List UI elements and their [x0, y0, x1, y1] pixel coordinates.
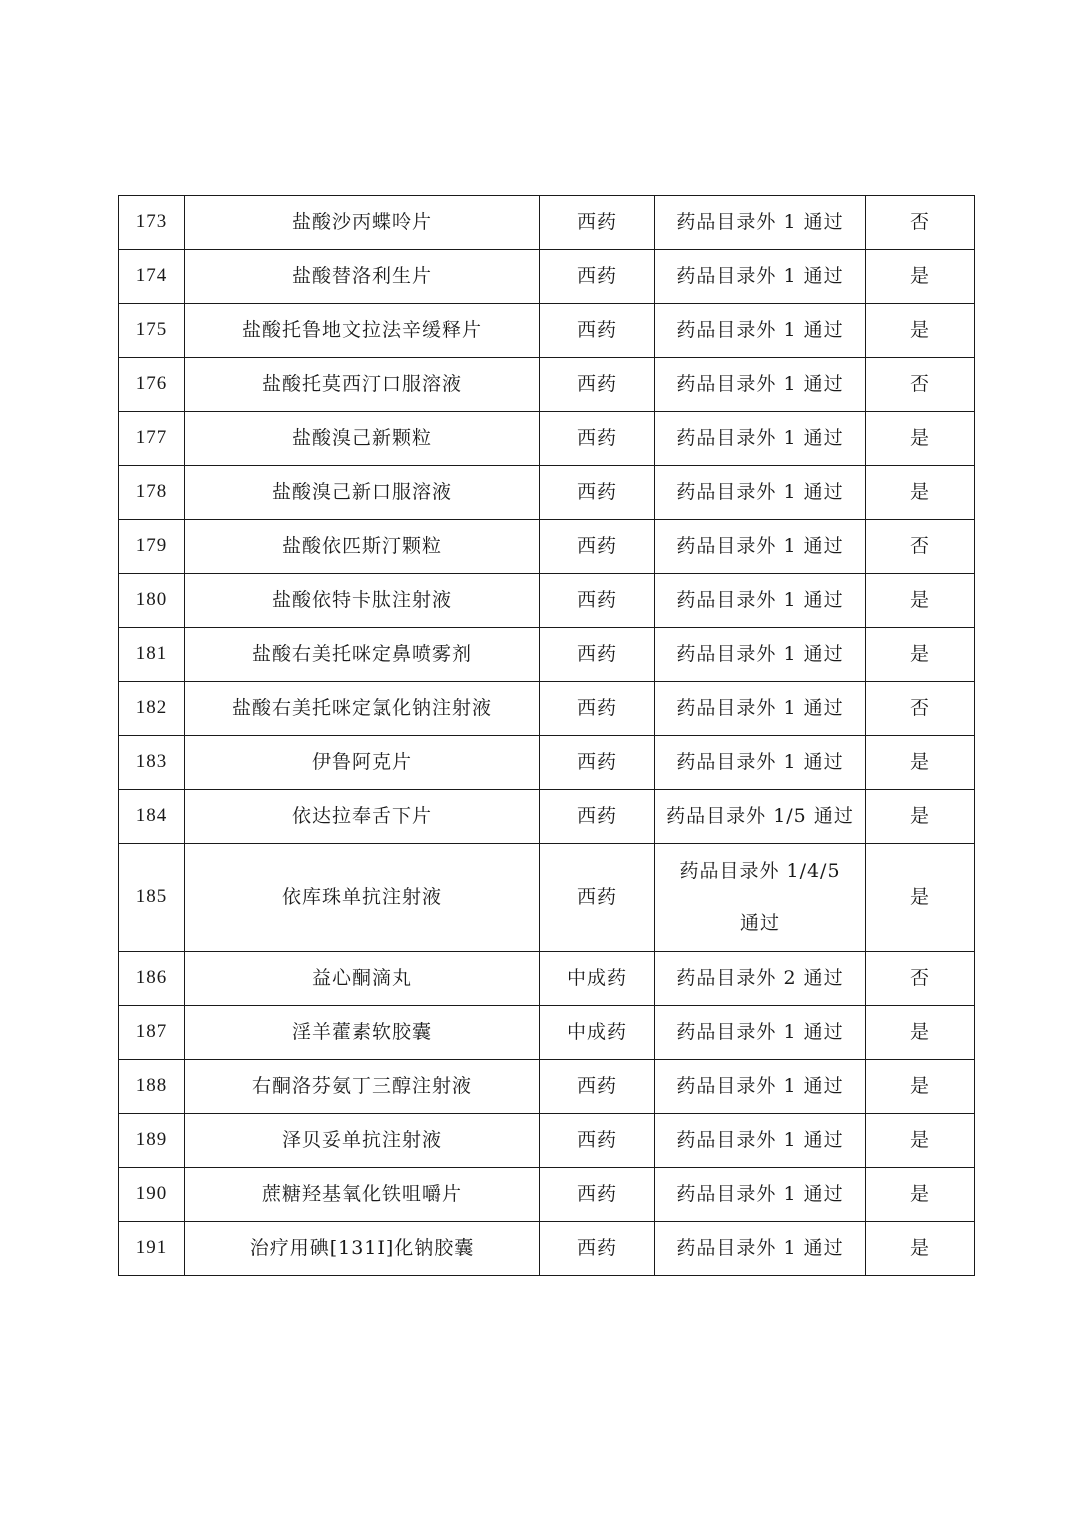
drug-type: 西药 — [540, 358, 655, 412]
table-row — [119, 1114, 975, 1168]
row-number: 187 — [119, 1006, 185, 1060]
table-row — [119, 358, 975, 412]
drug-type: 西药 — [540, 1114, 655, 1168]
row-number: 184 — [119, 790, 185, 844]
flag-value: 否 — [866, 520, 975, 574]
review-status: 药品目录外 1 通过 — [655, 304, 866, 358]
flag-value: 是 — [866, 1222, 975, 1276]
flag-value: 是 — [866, 412, 975, 466]
drug-type: 西药 — [540, 574, 655, 628]
table-row — [119, 412, 975, 466]
drug-list-table — [118, 195, 975, 1276]
review-status: 药品目录外 1 通过 — [655, 466, 866, 520]
table-row — [119, 1060, 975, 1114]
table-row — [119, 304, 975, 358]
drug-type: 西药 — [540, 196, 655, 250]
table-row — [119, 844, 975, 952]
drug-name: 泽贝妥单抗注射液 — [185, 1114, 540, 1168]
drug-type: 西药 — [540, 466, 655, 520]
review-status: 药品目录外 1/5 通过 — [655, 790, 866, 844]
drug-name: 盐酸右美托咪定鼻喷雾剂 — [185, 628, 540, 682]
table-row — [119, 466, 975, 520]
review-status-cell — [655, 844, 866, 952]
row-number: 176 — [119, 358, 185, 412]
review-status: 药品目录外 1 通过 — [655, 412, 866, 466]
drug-type: 西药 — [540, 628, 655, 682]
table-row — [119, 250, 975, 304]
drug-name: 盐酸右美托咪定氯化钠注射液 — [185, 682, 540, 736]
drug-type: 中成药 — [540, 1006, 655, 1060]
row-number: 183 — [119, 736, 185, 790]
row-number: 177 — [119, 412, 185, 466]
drug-name: 蔗糖羟基氧化铁咀嚼片 — [185, 1168, 540, 1222]
drug-name: 盐酸溴己新颗粒 — [185, 412, 540, 466]
drug-type: 西药 — [540, 790, 655, 844]
review-status: 药品目录外 1 通过 — [655, 1168, 866, 1222]
flag-value: 是 — [866, 1060, 975, 1114]
flag-value: 是 — [866, 304, 975, 358]
review-status: 药品目录外 1 通过 — [655, 1222, 866, 1276]
drug-name: 盐酸沙丙蝶呤片 — [185, 196, 540, 250]
flag-value: 否 — [866, 952, 975, 1006]
drug-name: 益心酮滴丸 — [185, 952, 540, 1006]
flag-value: 是 — [866, 250, 975, 304]
drug-name: 盐酸替洛利生片 — [185, 250, 540, 304]
flag-value: 否 — [866, 682, 975, 736]
table-row — [119, 628, 975, 682]
row-number: 190 — [119, 1168, 185, 1222]
row-number: 191 — [119, 1222, 185, 1276]
row-number: 180 — [119, 574, 185, 628]
review-status: 药品目录外 1 通过 — [655, 1114, 866, 1168]
review-status: 药品目录外 1 通过 — [655, 1006, 866, 1060]
table-row — [119, 682, 975, 736]
row-number: 188 — [119, 1060, 185, 1114]
drug-type: 西药 — [540, 844, 655, 952]
row-number: 189 — [119, 1114, 185, 1168]
row-number: 179 — [119, 520, 185, 574]
table-row — [119, 790, 975, 844]
review-status: 药品目录外 1 通过 — [655, 358, 866, 412]
drug-type: 西药 — [540, 412, 655, 466]
row-number: 186 — [119, 952, 185, 1006]
flag-value: 是 — [866, 628, 975, 682]
flag-value: 是 — [866, 1168, 975, 1222]
drug-type: 西药 — [540, 736, 655, 790]
row-number: 182 — [119, 682, 185, 736]
table-row — [119, 736, 975, 790]
drug-type: 中成药 — [540, 952, 655, 1006]
row-number: 185 — [119, 844, 185, 952]
drug-type: 西药 — [540, 682, 655, 736]
drug-type: 西药 — [540, 250, 655, 304]
review-status: 药品目录外 1 通过 — [655, 250, 866, 304]
drug-type: 西药 — [540, 1060, 655, 1114]
row-number: 174 — [119, 250, 185, 304]
drug-name: 治疗用碘[131I]化钠胶囊 — [185, 1222, 540, 1276]
row-number: 178 — [119, 466, 185, 520]
table-row — [119, 952, 975, 1006]
review-status: 药品目录外 1 通过 — [655, 628, 866, 682]
drug-name: 右酮洛芬氨丁三醇注射液 — [185, 1060, 540, 1114]
review-status: 药品目录外 1 通过 — [655, 196, 866, 250]
flag-value: 是 — [866, 1114, 975, 1168]
drug-name: 依达拉奉舌下片 — [185, 790, 540, 844]
drug-name: 盐酸托莫西汀口服溶液 — [185, 358, 540, 412]
drug-name: 盐酸依特卡肽注射液 — [185, 574, 540, 628]
row-number: 175 — [119, 304, 185, 358]
flag-value: 是 — [866, 1006, 975, 1060]
drug-name: 盐酸溴己新口服溶液 — [185, 466, 540, 520]
table-row — [119, 1006, 975, 1060]
table-row — [119, 196, 975, 250]
table-row — [119, 1222, 975, 1276]
review-status: 药品目录外 1 通过 — [655, 736, 866, 790]
row-number: 181 — [119, 628, 185, 682]
flag-value: 是 — [866, 844, 975, 952]
drug-name: 盐酸托鲁地文拉法辛缓释片 — [185, 304, 540, 358]
drug-type: 西药 — [540, 520, 655, 574]
row-number: 173 — [119, 196, 185, 250]
review-status: 药品目录外 1 通过 — [655, 1060, 866, 1114]
table-row — [119, 520, 975, 574]
drug-name: 伊鲁阿克片 — [185, 736, 540, 790]
review-status: 药品目录外 1/4/5 通过 — [679, 860, 841, 934]
flag-value: 否 — [866, 358, 975, 412]
drug-type: 西药 — [540, 304, 655, 358]
drug-name: 盐酸依匹斯汀颗粒 — [185, 520, 540, 574]
drug-type: 西药 — [540, 1222, 655, 1276]
flag-value: 否 — [866, 196, 975, 250]
review-status: 药品目录外 1 通过 — [655, 574, 866, 628]
drug-name: 依库珠单抗注射液 — [185, 844, 540, 952]
table-row — [119, 1168, 975, 1222]
flag-value: 是 — [866, 790, 975, 844]
table-body — [119, 196, 975, 1276]
flag-value: 是 — [866, 736, 975, 790]
drug-type: 西药 — [540, 1168, 655, 1222]
review-status: 药品目录外 1 通过 — [655, 682, 866, 736]
drug-name: 淫羊藿素软胶囊 — [185, 1006, 540, 1060]
review-status: 药品目录外 1 通过 — [655, 520, 866, 574]
flag-value: 是 — [866, 466, 975, 520]
flag-value: 是 — [866, 574, 975, 628]
table-row — [119, 574, 975, 628]
review-status: 药品目录外 2 通过 — [655, 952, 866, 1006]
